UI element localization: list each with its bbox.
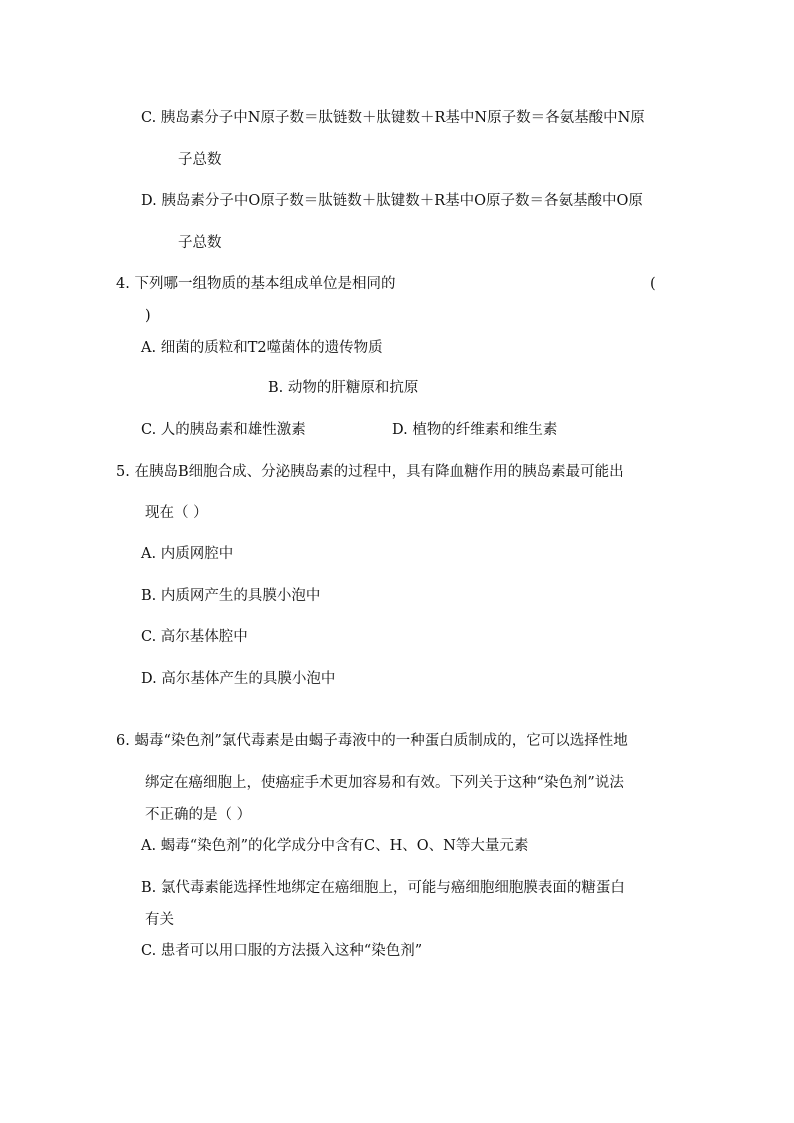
q5-option-a: A. 内质网腔中 xyxy=(141,546,234,562)
q4-paren-close: ) xyxy=(145,308,151,324)
q6-option-b-line2: 有关 xyxy=(145,912,174,928)
q6-stem-line1: 6. 蝎毒“染色剂”氯代毒素是由蝎子毒液中的一种蛋白质制成的，它可以选择性地 xyxy=(116,733,628,749)
q6-option-b-line1: B. 氯代毒素能选择性地绑定在癌细胞上，可能与癌细胞细胞膜表面的糖蛋白 xyxy=(141,880,625,896)
q5-option-d: D. 高尔基体产生的具膜小泡中 xyxy=(141,671,336,687)
q6-stem-line2: 绑定在癌细胞上，使癌症手术更加容易和有效。下列关于这种“染色剂”说法 xyxy=(145,775,624,791)
q3-option-d-line1: D. 胰岛素分子中O原子数＝肽链数＋肽键数＋R基中O原子数＝各氨基酸中O原 xyxy=(141,193,643,209)
q6-stem-line3: 不正确的是（ ） xyxy=(145,807,252,823)
q4-stem: 4. 下列哪一组物质的基本组成单位是相同的 xyxy=(116,276,396,292)
q6-option-c: C. 患者可以用口服的方法摄入这种“染色剂” xyxy=(141,943,423,959)
q4-option-b: B. 动物的肝糖原和抗原 xyxy=(268,380,419,396)
q3-option-d-line2: 子总数 xyxy=(178,235,222,251)
q6-option-a: A. 蝎毒“染色剂”的化学成分中含有C、H、O、N等大量元素 xyxy=(141,838,529,854)
q3-option-c-line2: 子总数 xyxy=(178,152,222,168)
q4-option-a: A. 细菌的质粒和T2噬菌体的遗传物质 xyxy=(141,340,383,356)
q5-option-b: B. 内质网产生的具膜小泡中 xyxy=(141,588,321,604)
q5-stem-line2: 现在（ ） xyxy=(145,505,208,521)
q4-paren-open: ( xyxy=(650,276,656,292)
q3-option-c-line1: C. 胰岛素分子中N原子数＝肽链数＋肽键数＋R基中N原子数＝各氨基酸中N原 xyxy=(141,110,645,126)
q4-option-c: C. 人的胰岛素和雄性激素 xyxy=(141,422,306,438)
q5-option-c: C. 高尔基体腔中 xyxy=(141,629,248,645)
q4-option-d: D. 植物的纤维素和维生素 xyxy=(392,422,558,438)
q5-stem-line1: 5. 在胰岛B细胞合成、分泌胰岛素的过程中，具有降血糖作用的胰岛素最可能出 xyxy=(116,464,624,480)
